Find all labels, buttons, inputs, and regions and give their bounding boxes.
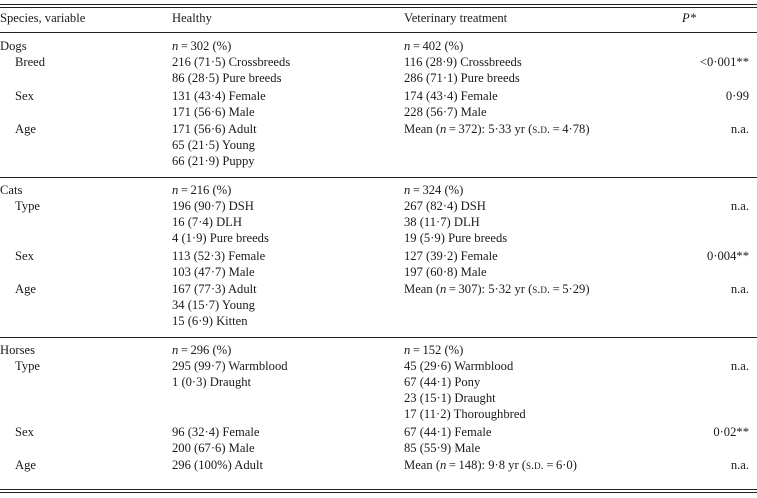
dogs-breed-p-value: <0·001** [699,55,749,69]
horses-vet-n: n = 152 (%) [404,343,464,357]
group-divider [0,177,757,178]
dogs-sex-p-value: 0·99 [725,88,749,103]
cats-sex-label: Sex [15,248,34,263]
dogs-sex-vet-line: 228 (56·7) Male [404,104,487,119]
cats-type-label: Type [15,199,40,213]
dogs-age-healthy-line: 65 (21·5) Young [172,138,255,152]
dogs-sex-vet-line: 174 (43·4) Female [404,88,498,103]
horses-type-label: Type [15,359,40,373]
dogs-sex-healthy-line: 131 (43·4) Female [172,88,266,103]
dogs-breed-label: Breed [15,55,46,69]
horses-type-vet-line: 17 (11·2) Thoroughbred [404,407,526,421]
dogs-sex-healthy-line: 171 (56·6) Male [172,104,255,119]
cats-type-vet-line: 267 (82·4) DSH [404,199,486,213]
horses-type-vet-line: 67 (44·1) Pony [404,375,481,389]
cats-species-label: Cats [0,183,23,197]
bottom-rule-2 [0,492,757,493]
cats-sex-vet-line: 197 (60·8) Male [404,264,487,279]
header-p: P* [682,11,696,25]
dogs-breed-vet-line: 116 (28·9) Crossbreeds [404,55,522,69]
horses-sex-p-value: 0·02** [713,424,749,439]
cats-sex-healthy-line: 113 (52·3) Female [172,248,266,263]
header-rule [0,32,757,33]
top-rule-2 [0,7,757,8]
dogs-age-healthy-line: 66 (21·9) Puppy [172,154,255,168]
horses-sex-label: Sex [15,424,34,439]
cats-age-vet-line: Mean (n = 307): 5·32 yr (s.d. = 5·29) [404,282,590,296]
header-species: Species, variable [0,11,86,25]
horses-type-healthy-line: 1 (0·3) Draught [172,375,252,389]
dogs-sex-label: Sex [15,88,34,103]
dogs-species-label: Dogs [0,39,27,53]
group-divider [0,337,757,338]
cats-type-p-value: n.a. [730,199,749,213]
header-vet: Veterinary treatment [404,11,508,25]
bottom-rule-1 [0,489,757,490]
horses-type-healthy-line: 295 (99·7) Warmblood [172,359,288,373]
cats-vet-n: n = 324 (%) [404,183,464,197]
horses-age-healthy-line: 296 (100%) Adult [172,458,263,472]
header-healthy: Healthy [172,11,212,25]
cats-age-healthy-line: 15 (6·9) Kitten [172,314,248,328]
dogs-breed-vet-line: 286 (71·1) Pure breeds [404,71,520,85]
cats-healthy-n: n = 216 (%) [172,183,232,197]
cats-type-vet-line: 38 (11·7) DLH [404,215,480,229]
cats-sex-healthy-line: 103 (47·7) Male [172,264,255,279]
horses-healthy-n: n = 296 (%) [172,343,232,357]
horses-species-label: Horses [0,343,35,357]
dogs-age-healthy-line: 171 (56·6) Adult [172,122,257,136]
horses-sex-vet-line: 85 (55·9) Male [404,440,481,455]
dogs-breed-healthy-line: 86 (28·5) Pure breeds [172,71,282,85]
cats-age-p-value: n.a. [730,282,749,296]
cats-type-healthy-line: 196 (90·7) DSH [172,199,254,213]
horses-age-label: Age [15,458,36,472]
cats-sex-vet-line: 127 (39·2) Female [404,248,498,263]
cats-age-healthy-line: 167 (77·3) Adult [172,282,257,296]
horses-age-p-value: n.a. [730,458,749,472]
horses-type-vet-line: 23 (15·1) Draught [404,391,496,405]
dogs-age-label: Age [15,122,36,136]
dogs-breed-healthy-line: 216 (71·5) Crossbreeds [172,55,291,69]
cats-type-healthy-line: 16 (7·4) DLH [172,215,242,229]
horses-sex-healthy-line: 200 (67·6) Male [172,440,255,455]
horses-age-vet-line: Mean (n = 148): 9·8 yr (s.d. = 6·0) [404,458,577,472]
horses-type-p-value: n.a. [730,359,749,373]
cats-type-healthy-line: 4 (1·9) Pure breeds [172,231,269,245]
dogs-age-p-value: n.a. [730,122,749,136]
top-rule-1 [0,4,757,5]
cats-age-healthy-line: 34 (15·7) Young [172,298,255,312]
horses-type-vet-line: 45 (29·6) Warmblood [404,359,514,373]
horses-sex-vet-line: 67 (44·1) Female [404,424,492,439]
cats-sex-p-value: 0·004** [707,248,749,263]
cats-age-label: Age [15,282,36,296]
cats-type-vet-line: 19 (5·9) Pure breeds [404,231,508,245]
dogs-age-vet-line: Mean (n = 372): 5·33 yr (s.d. = 4·78) [404,122,590,136]
dogs-vet-n: n = 402 (%) [404,39,464,53]
dogs-healthy-n: n = 302 (%) [172,39,232,53]
horses-sex-healthy-line: 96 (32·4) Female [172,424,260,439]
